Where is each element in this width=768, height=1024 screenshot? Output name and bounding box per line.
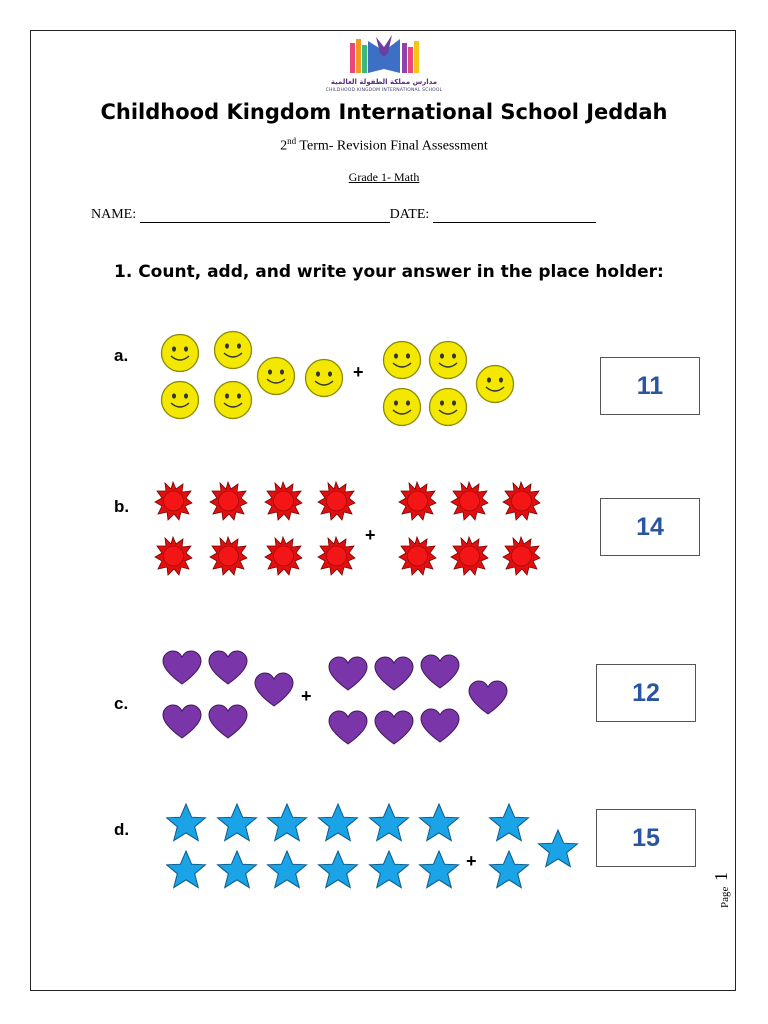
answer-d: 15 [632, 823, 660, 852]
answer-c: 12 [632, 678, 660, 707]
date-field[interactable] [433, 208, 596, 223]
answer-box-c[interactable] [596, 664, 696, 722]
term-number: 2 [280, 138, 288, 154]
item-label-d: d. [114, 820, 130, 839]
logo-english-text: CHILDHOOD KINGDOM INTERNATIONAL SCHOOL [325, 88, 443, 93]
item-label-c: c. [114, 694, 129, 713]
plus-sign-a: + [353, 362, 364, 382]
answer-b: 14 [636, 512, 664, 541]
page-digit: 1 [711, 872, 731, 881]
name-field[interactable] [140, 208, 390, 223]
plus-sign-c: + [301, 686, 312, 706]
plus-sign-b: + [365, 525, 376, 545]
answer-a: 11 [636, 371, 664, 400]
answer-box-b[interactable] [600, 498, 700, 556]
question-title: 1. Count, add, and write your answer in the place holder: [114, 262, 664, 282]
sun-group-b [154, 481, 554, 586]
name-date-row [91, 207, 596, 223]
school-title: Childhood Kingdom International School Jeddah [100, 100, 668, 124]
date-label: DATE: [389, 207, 430, 222]
answer-box-d[interactable] [596, 809, 696, 867]
page-number-label [707, 864, 737, 914]
grade-subject: Grade 1- Math [348, 170, 420, 184]
term-text: Term- Revision Final Assessment [296, 138, 488, 154]
name-label: NAME: [91, 207, 137, 222]
item-label-a: a. [114, 346, 129, 365]
term-title [0, 136, 768, 155]
term-suffix: nd [287, 136, 297, 146]
logo-arabic-text: مدارس مملكة الطفولة العالمية [330, 78, 438, 86]
page-word: Page [719, 886, 731, 908]
item-label-b: b. [114, 497, 130, 516]
star-group-d [166, 803, 586, 898]
heart-group-c [162, 648, 522, 748]
answer-box-a[interactable] [600, 357, 700, 415]
plus-sign-d: + [466, 851, 477, 871]
smiley-group-a [160, 330, 520, 430]
